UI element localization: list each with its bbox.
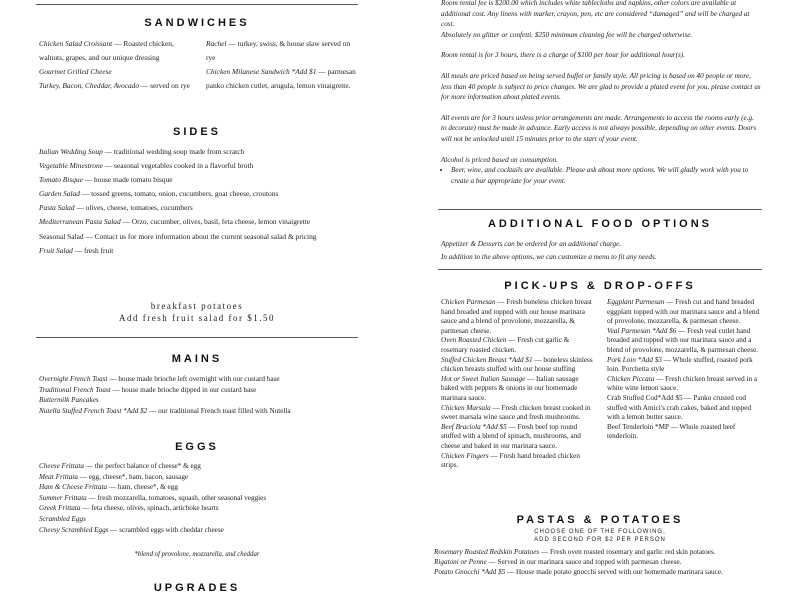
menu-item: Nutella Stuffed French Toast *Add $2 — our traditional French toast filled with Nutella [39, 406, 291, 415]
menu-item: Buttermilk Pancakes [39, 396, 99, 405]
additional-food-heading: ADDITIONAL FOOD OPTIONS [487, 218, 713, 230]
menu-item: Eggplant Parmesan — Fresh cut and hand breaded eggplant topped with our marinara sauce and a blend of provolone, mozzarella, & parmesan cheese. [607, 298, 760, 326]
menu-item: Hot or Sweet Italian Sausage — Italian sausage baked with peppers & onions in our homemade marinara sauce. [441, 374, 579, 402]
eggs-list [39, 461, 359, 535]
eggs-heading: EGGS [175, 441, 219, 453]
menu-item: Chicken Marsala — Fresh chicken breast cooked in sweet marsala wine sauce and fresh mushrooms. [441, 403, 591, 422]
menu-item: Seasonal Salad — Contact us for more information about the current seasonal salad & pricing [39, 231, 317, 241]
menu-item: Turkey, Bacon, Cheddar, Avocado — served on rye [39, 81, 190, 91]
menu-item: Chicken Salad Croissant — Roasted chicken, walnuts, grapes, and our unique dressing [39, 39, 174, 63]
menu-item: Rachel — turkey, swiss, & house slaw served on rye [206, 39, 351, 63]
divider-additional [438, 209, 762, 210]
menu-item: Cheese Frittata — the perfect balance of cheese* & egg [39, 462, 201, 470]
menu-item: Cheesy Scrambled Eggs — scrambled eggs with cheddar cheese [39, 525, 224, 534]
breakfast-potatoes-note: breakfast potatoes Add fresh fruit salad for $1.50 [119, 301, 275, 323]
menu-item: Chicken Parmesan — Fresh boneless chicken breast hand breaded and topped with our house marinara sauce and a blend of provolone, mozzarella, & parmesan cheese. [441, 298, 592, 335]
menu-item: Rosemary Roasted Redskin Potatoes — Fresh oven roasted rosemary and garlic red skin potatoes. [434, 548, 716, 556]
menu-item: Overnight French Toast — house made brioche left overnight with our custard base [39, 375, 280, 383]
pickups-right-list [607, 298, 761, 442]
menu-item: Greek Frittata — feta cheese, olives, spinach, artichoke hearts [39, 504, 219, 513]
mains-heading: MAINS [171, 353, 223, 365]
arrangements-text: All events are for 3 hours unless prior arrangements are made. Arrangements to access the rooms early (e.g. to decorate) must be made in advance. Early access is not always possible, depending on other events. Doors will not be unlocked until 15 minutes prior to the start of your event. [441, 113, 756, 143]
menu-item: Crab Stuffed Cod*Add $5 — Panko crusted cod stuffed with Amici's crab cakes, baked and topped with a lemon butter sauce. [607, 393, 752, 422]
menu-item: Garden Salad — tossed greens, tomato, onion, cucumbers, goat cheese, croutons [39, 189, 279, 199]
menu-item: Gourmet Grilled Cheese [39, 67, 112, 77]
menu-item: Scrambled Eggs [39, 514, 86, 523]
mains-list [39, 374, 359, 416]
menu-item: Chicken Piccata — Fresh chicken breast served in a white wine lemon sauce. [607, 374, 758, 393]
pastas-subheading: CHOOSE ONE OF THE FOLLOWING, ADD SECOND FOR $2 PER PERSON [534, 529, 666, 543]
policies-block [441, 0, 761, 186]
menu-item: Pork Loin *Add $3 — Whole stuffed, roasted pork loin. Porchetta style [607, 355, 753, 374]
menu-item: Ham & Cheese Frittata — ham, cheese*, & egg [39, 483, 178, 492]
pastas-list [434, 548, 764, 577]
alcohol-bullet: • Beer, wine, and cocktails are available. Please ask about more options. We will gladly work with you to create a bar appropriate for your event. [451, 165, 761, 186]
menu-item: Beef Tenderloin *MP — Whole roasted beef tenderloin. [607, 422, 736, 441]
menu-item: Stuffed Chicken Breast *Add $1 — boneless skinless chicken breasts stuffed with our house stuffing [441, 355, 593, 374]
menu-item: Chicken Milanese Sandwich *Add $1 — parmesan panko chicken cutlet, arugula, lemon vinaigrette. [206, 67, 356, 91]
additional-food-text: Appetizer & Desserts can be ordered for an additional charge. In addition to the above options, we can customize a menu to fit any needs. [441, 240, 657, 261]
rental-fee-text: Room rental fee is $200.00 which includes white tablecloths and napkins, other colors are available at additional cost. Any linens with marker, crayon, pen, etc are considered “damaged” and will be charged at cost. [441, 0, 750, 29]
hours-text: Room rental is for 3 hours, there is a charge of $100 per hour for additional hour(s). [441, 51, 685, 60]
menu-item: Summer Frittata — fresh mozzarella, tomatoes, squash, other seasonal veggies [39, 493, 267, 502]
menu-item: Pasta Salad — olives, cheese, tomatoes, cucumbers [39, 203, 193, 213]
pricing-text: All meals are priced based on being served buffet or family style. All pricing is based on 40 people or more, less than 40 people is subject to price changes. We are glad to provide a plated event for you, please contact us for more information about plated events. [441, 71, 761, 102]
sides-heading: SIDES [172, 126, 221, 138]
menu-item: Fruit Salad — fresh fruit [39, 245, 114, 255]
glitter-text: Absolutely no glitter or confetti. $250 minimum cleaning fee will be charged otherwise. [441, 30, 693, 39]
sandwiches-right-list [206, 37, 356, 93]
menu-item: Rigatoni or Penne — Served in our marinara sauce and topped with parmesan cheese. [434, 557, 682, 566]
divider-pickups [438, 269, 762, 270]
cheese-blend-note: *blend of provolone, mozzarella, and cheddar [134, 551, 260, 558]
menu-item: Potato Gnocchi *Add $5 — House made potato gnocchi served with our homemade marinara sauce. [434, 567, 723, 576]
menu-item: Veal Parmesan *Add $6 — Fresh veal cutlet hand breaded and topped with our marinara sauce and a blend of provolone, mozzarella, & parmesan cheese. [607, 326, 759, 354]
menu-item: Chicken Fingers — Fresh hand breaded chicken strips. [441, 451, 580, 470]
menu-item: Beef Braciola *Add $5 — Fresh beef top round stuffed with a blend of spinach, mushrooms, and cheese and baked in our marinara sauce. [441, 422, 581, 450]
sandwiches-left-list [39, 37, 199, 93]
sandwiches-heading: SANDWICHES [144, 17, 250, 29]
sides-list [39, 145, 355, 258]
menu-item: Tomato Bisque — house made tomato bisque [39, 175, 173, 185]
divider-mains [36, 337, 358, 338]
pastas-heading: PASTAS & POTATOES [516, 514, 684, 526]
menu-item: Traditional French Toast — house made brioche dipped in our custard base [39, 385, 257, 394]
pickups-heading: PICK-UPS & DROP-OFFS [504, 280, 696, 292]
top-rule-left [36, 4, 358, 5]
menu-item: Italian Wedding Soup — traditional wedding soup made from scratch [39, 147, 245, 156]
alcohol-text: Alcohol is priced based on consumption. [441, 155, 558, 164]
upgrades-heading: UPGRADES [153, 582, 241, 594]
menu-item: Oven Roasted Chicken — Fresh cut garlic & rosemary roasted chicken. [441, 336, 570, 354]
menu-item: Meat Frittata — egg, cheese*, ham, bacon, sausage [39, 472, 189, 481]
menu-item: Vegetable Minestrone — seasonal vegetables cooked in a flavorful broth [39, 161, 254, 171]
pickups-left-list [441, 298, 595, 471]
menu-item: Mediterranean Pasta Salad — Orzo, cucumber, olives, basil, feta cheese, lemon vinaigrette [39, 217, 311, 227]
alcohol-bullet-list [441, 165, 761, 186]
